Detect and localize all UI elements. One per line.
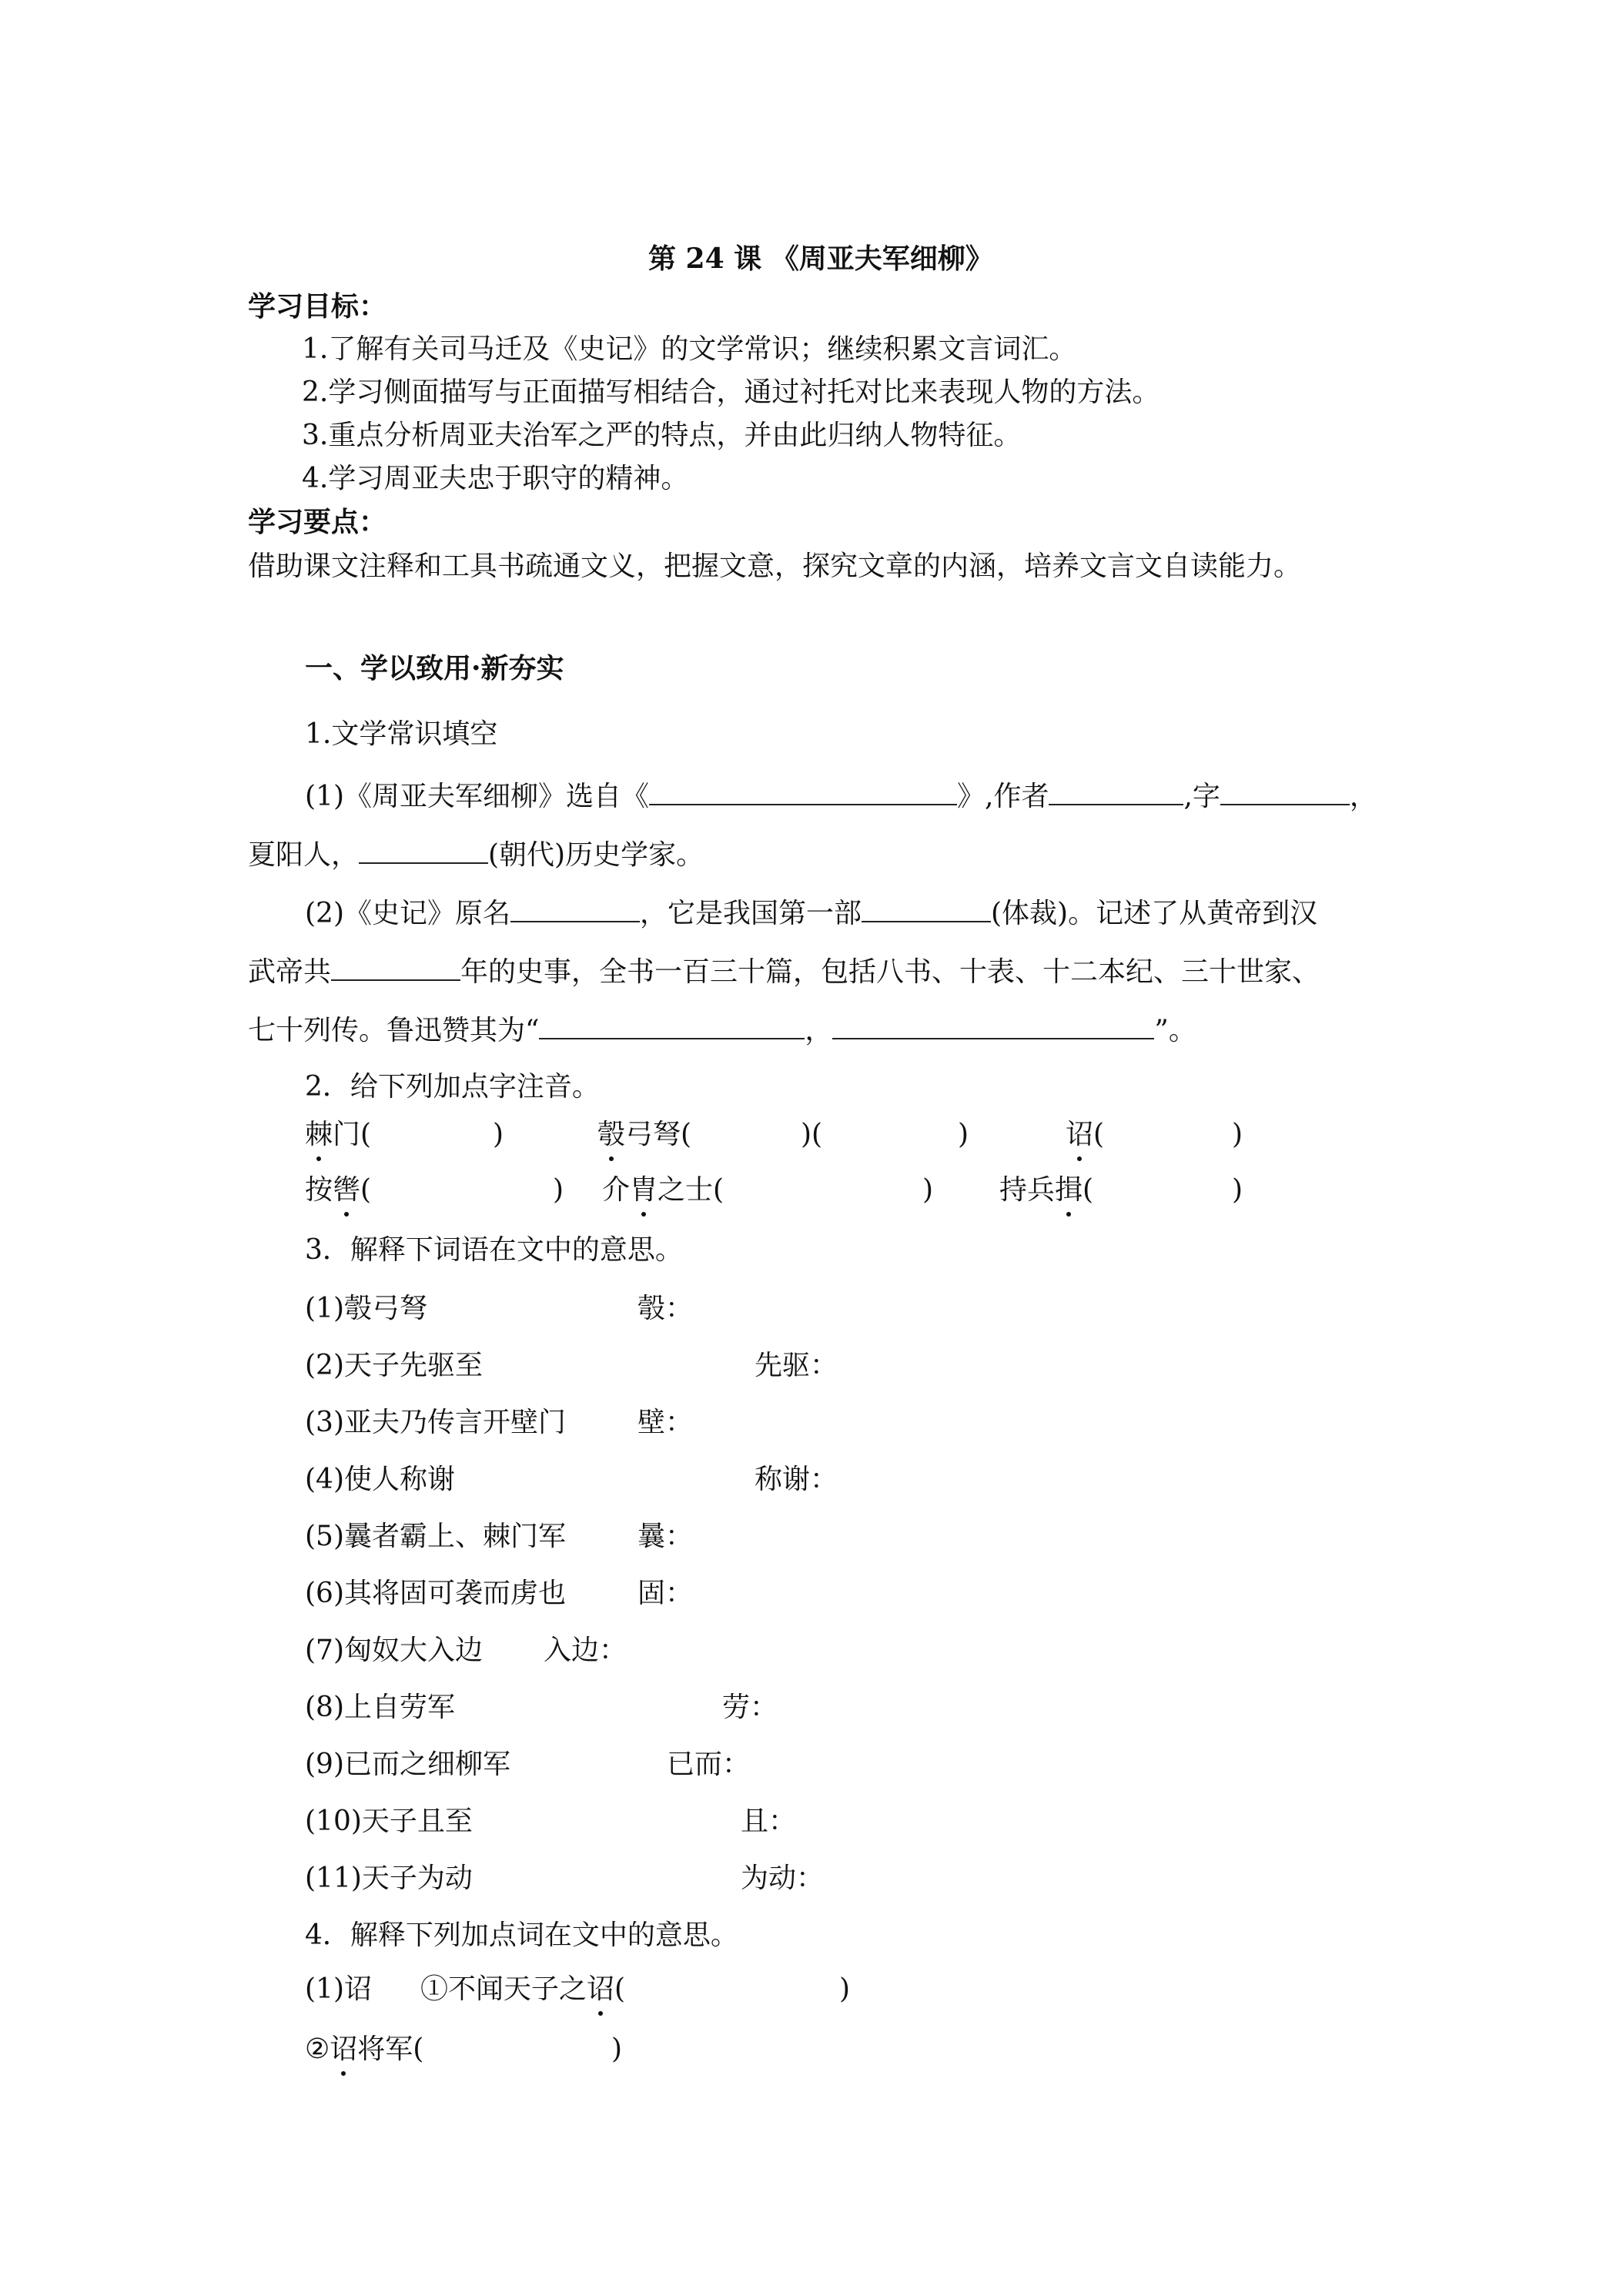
q1-line1 [305,778,1377,814]
keypoints-heading: 学习要点： [248,506,387,538]
keypoints-text: 借助课文注释和工具书疏通文义，把握文意，探究文章的内涵，培养文言文自读能力。 [248,551,1302,582]
q3-label: 3．解释下词语在文中的意思。 [305,1234,683,1266]
q3-phrase: (2)天子先驱至 [305,1350,483,1381]
q4-item [420,1973,625,2006]
q2-text: 按 [305,1174,333,1206]
q2-item [602,1173,724,1207]
q2-text: 之士( [658,1174,724,1206]
q2-text: 弓弩( [625,1119,692,1150]
q4-label: 4．解释下列加点词在文中的意思。 [305,1919,738,1951]
q2-paren: )( [801,1119,823,1150]
q3-term: 且： [741,1806,797,1837]
q1-line4 [248,953,1320,989]
q1-text: 武帝共 [248,956,332,988]
dotted-char: 诏 [330,2033,358,2065]
q3-phrase: (10)天子且至 [305,1806,473,1837]
dotted-char: 棘 [305,1119,333,1150]
q1-line5 [248,1012,1196,1048]
q3-term: 固： [637,1578,694,1609]
dotted-char: 诏 [1066,1119,1094,1150]
q3-term: 曩： [637,1521,694,1552]
dotted-char: 诏 [587,1973,615,2005]
goal-item: 1.了解有关司马迁及《史记》的文学常识；继续积累文言词汇。 [302,333,1077,365]
dotted-char: 揖 [1055,1174,1083,1206]
q3-term: 彀： [637,1293,694,1324]
blank-original-name[interactable] [510,895,640,922]
goal-item: 2.学习侧面描写与正面描写相结合，通过衬托对比来表现人物的方法。 [302,377,1160,408]
q3-phrase: (11)天子为动 [305,1863,473,1894]
q2-item [1066,1118,1104,1152]
q2-paren: ) [493,1119,504,1150]
q1-text: ， [1349,781,1377,812]
blank-book[interactable] [649,778,957,805]
q4-item: (1)诏 [305,1973,372,2005]
q2-text: 持兵 [999,1174,1056,1206]
q1-text: ，它是我国第一部 [640,898,862,929]
q1-text: 夏阳人， [248,839,360,871]
blank-years[interactable] [331,953,460,981]
q3-term: 为动： [741,1863,825,1894]
q4-text: ①不闻天子之 [420,1973,587,2005]
q4-paren: ) [839,1973,851,2005]
q2-item [999,1173,1093,1207]
q4-text: 将军( [357,2033,424,2065]
q4-item [305,2033,423,2067]
q1-label: 1.文学常识填空 [305,718,498,750]
q2-item [305,1118,371,1152]
blank-praise-2[interactable] [832,1012,1154,1039]
q3-term: 称谢： [755,1464,838,1495]
blank-genre[interactable] [862,895,991,922]
q1-text: 七十列传。鲁迅赞其为“ [248,1015,540,1046]
q2-item [597,1118,691,1152]
dotted-char: 胄 [630,1174,658,1206]
q2-label: 2．给下列加点字注音。 [305,1071,600,1103]
q1-text: (体裁)。记述了从黄帝到汉 [991,898,1318,929]
q2-text: ( [360,1174,372,1206]
q3-term: 入边： [544,1635,627,1666]
dotted-char: 辔 [333,1174,361,1206]
q1-line2 [248,836,704,872]
q2-text: ( [1093,1119,1105,1150]
q1-line3 [305,895,1317,931]
q2-item [305,1173,371,1207]
q2-text: ( [1083,1174,1094,1206]
q3-phrase: (4)使人称谢 [305,1464,455,1495]
section1-heading: 一、学以致用·新夯实 [305,652,564,684]
q1-text: (1)《周亚夫军细柳》选自《 [305,781,649,812]
q3-phrase: (8)上自劳军 [305,1692,455,1723]
q3-term: 已而： [667,1749,751,1780]
q1-text: (2)《史记》原名 [305,898,510,929]
goal-item: 4.学习周亚夫忠于职守的精神。 [302,463,689,494]
dotted-char: 彀 [597,1119,626,1150]
page-title: 第 24 课 《周亚夫军细柳》 [648,243,993,275]
q2-paren: ) [1232,1119,1243,1150]
q3-phrase: (9)已而之细柳军 [305,1749,510,1780]
q3-term: 劳： [722,1692,778,1723]
q3-phrase: (1)彀弓弩 [305,1293,427,1324]
q3-phrase: (3)亚夫乃传言开壁门 [305,1407,566,1438]
q4-paren: ) [611,2033,623,2065]
q1-text: ,字 [1183,781,1220,812]
goals-heading: 学习目标： [248,290,387,323]
q2-paren: ) [553,1174,564,1206]
q3-phrase: (5)曩者霸上、棘门军 [305,1521,566,1552]
blank-courtesy-name[interactable] [1220,778,1350,805]
q2-text: 介 [602,1174,631,1206]
blank-praise-1[interactable] [539,1012,805,1039]
q1-text: (朝代)历史学家。 [488,839,704,871]
blank-author[interactable] [1049,778,1183,805]
q1-text: 年的史事，全书一百三十篇，包括八书、十表、十二本纪、三十世家、 [460,956,1320,988]
q3-term: 先驱： [755,1350,838,1381]
q2-paren: ) [958,1119,969,1150]
goal-item: 3.重点分析周亚夫治军之严的特点，并由此归纳人物特征。 [302,420,1022,451]
q3-phrase: (7)匈奴大入边 [305,1635,483,1666]
q3-term: 壁： [637,1407,694,1438]
q2-paren: ) [922,1174,934,1206]
q3-phrase: (6)其将固可袭而虏也 [305,1578,566,1609]
q4-text: ( [614,1973,626,2005]
blank-dynasty[interactable] [359,836,488,864]
q1-text: ”。 [1154,1015,1196,1046]
q1-text: ， [805,1015,833,1046]
q4-text: ② [305,2033,330,2065]
q2-paren: ) [1232,1174,1243,1206]
q1-text: 》,作者 [957,781,1049,812]
q2-text: 门( [333,1119,372,1150]
